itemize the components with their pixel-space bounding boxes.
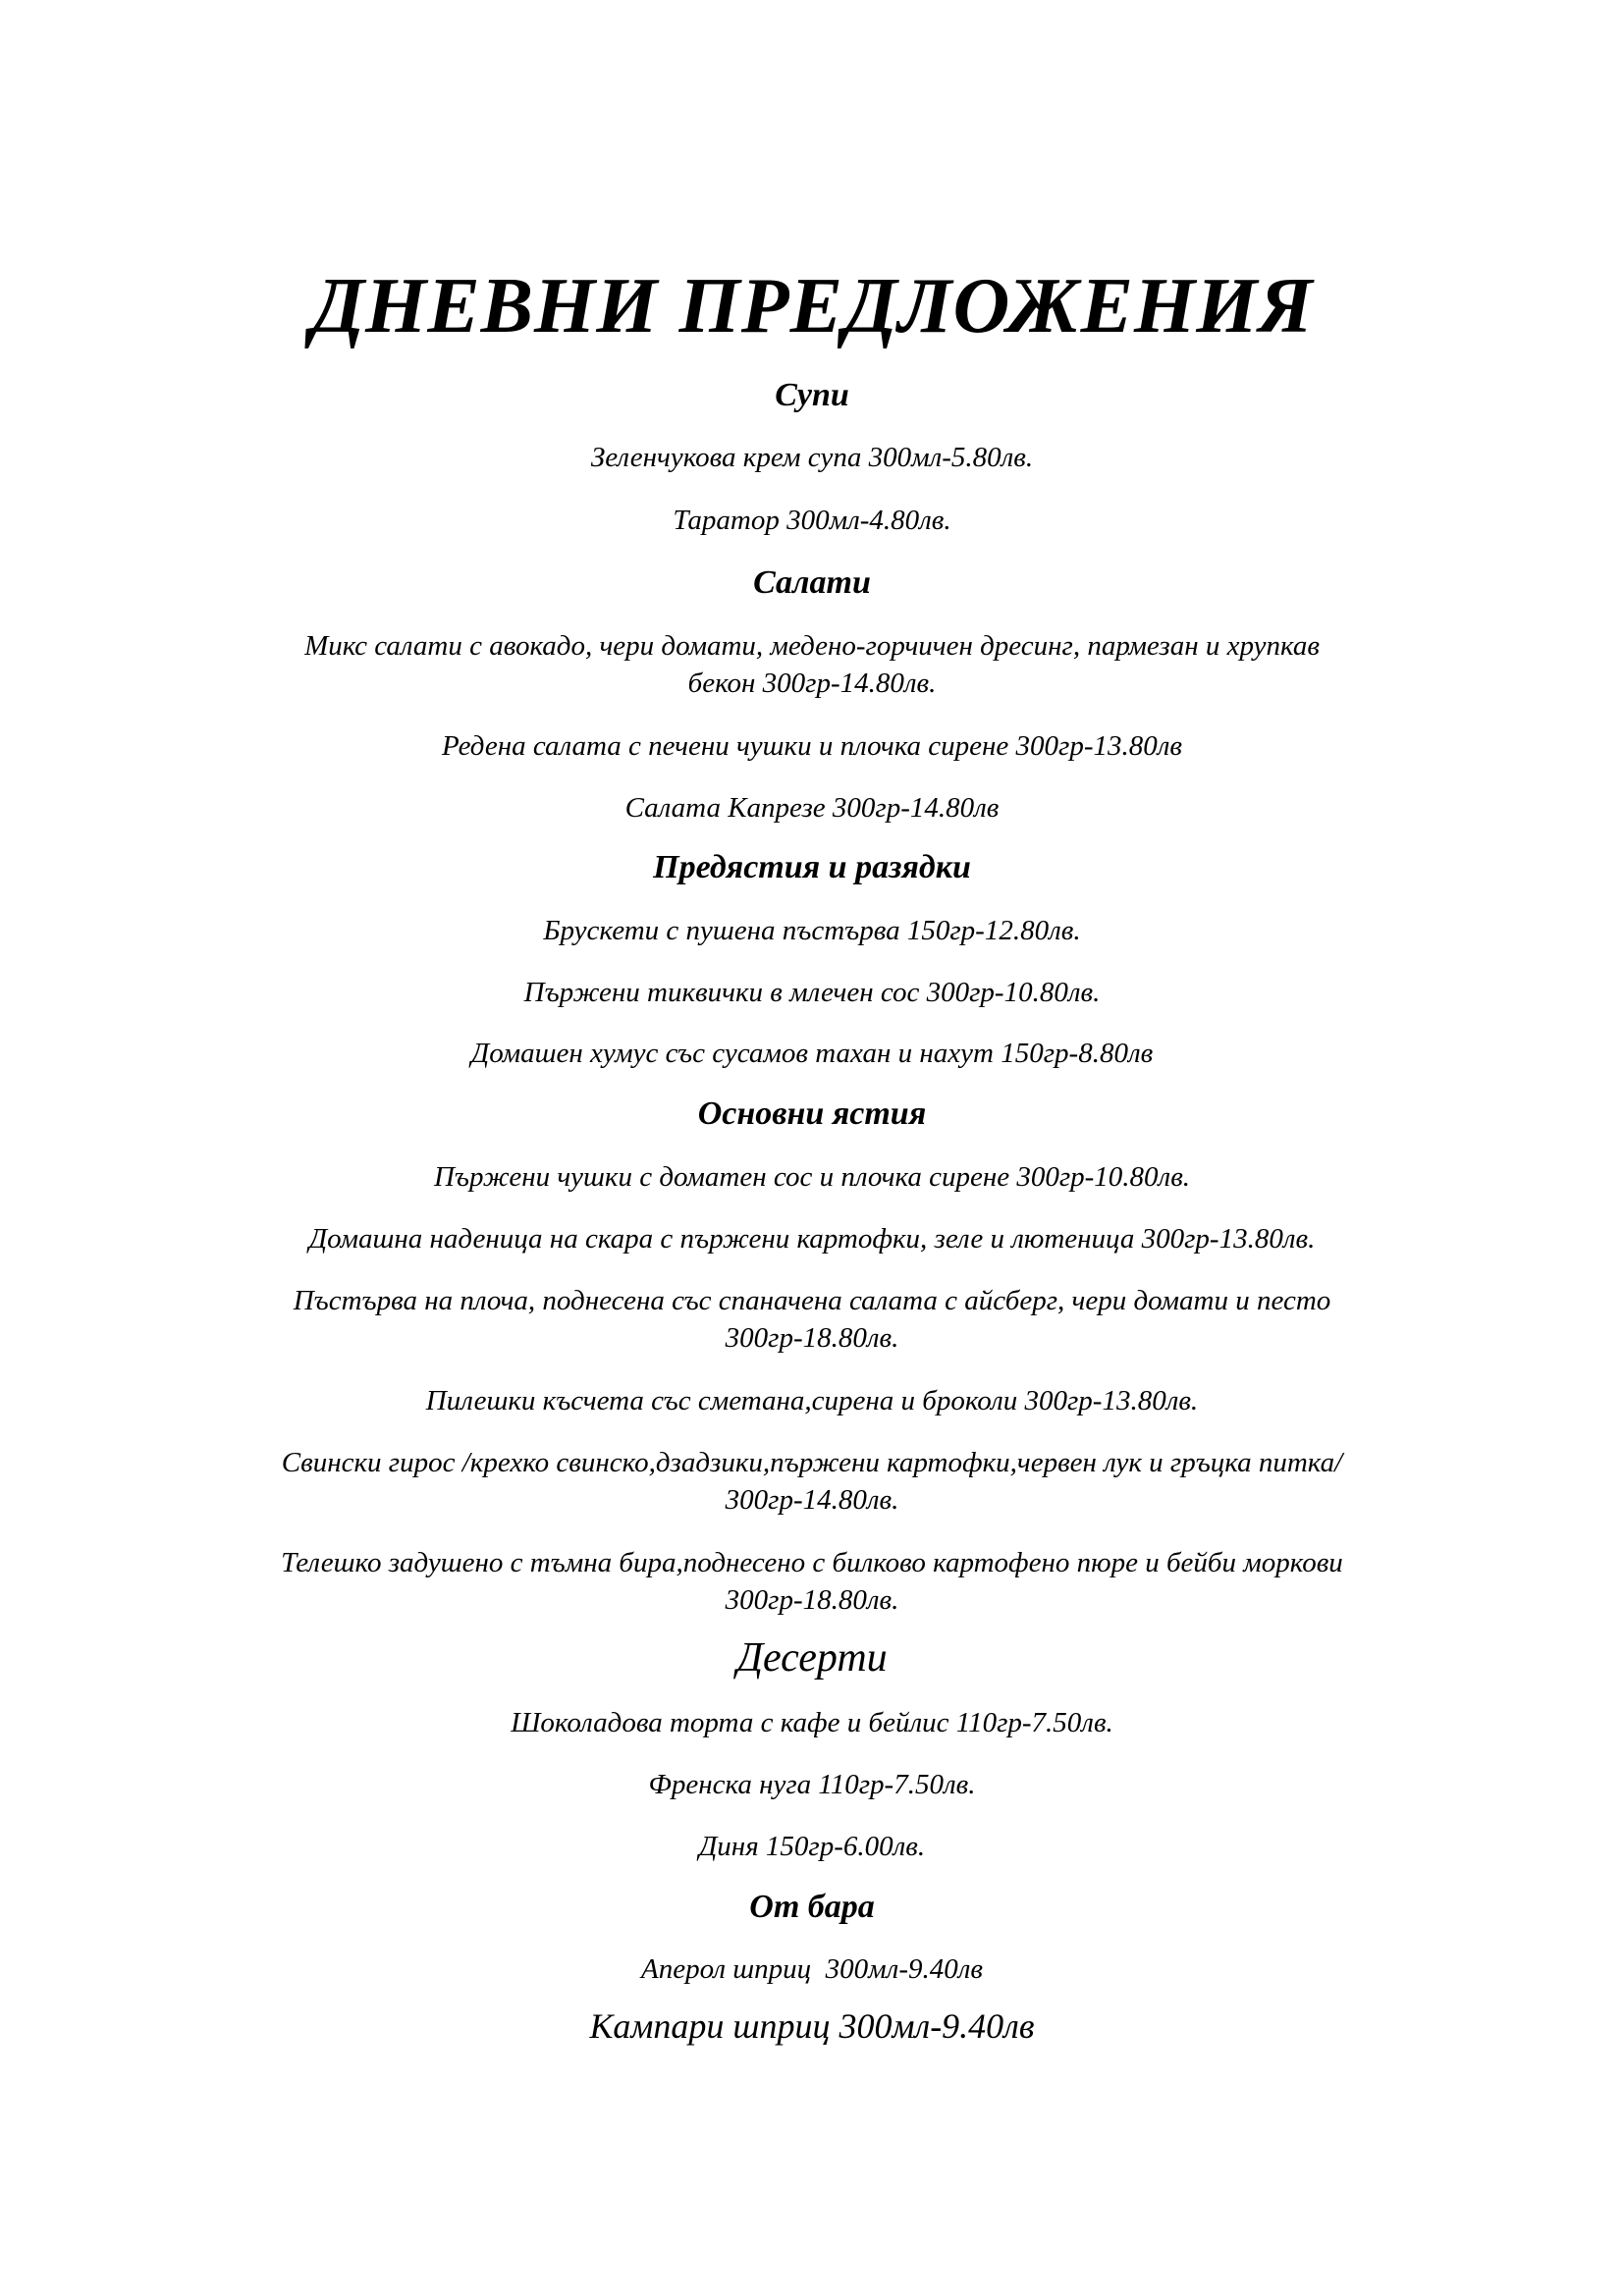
menu-item: Диня 150гр-6.00лв. — [698, 1831, 926, 1862]
section-heading-starters: Предястия и разядки — [653, 849, 971, 885]
menu-item: Брускети с пушена пъстърва 150гр-12.80лв. — [543, 915, 1081, 946]
menu-item: Пъстърва на плоча, поднесена със спаначена салата с айсберг, чери домати и песто — [293, 1285, 1331, 1316]
section-heading-salads: Салати — [753, 564, 871, 601]
menu-item-continuation: 300гр-18.80лв. — [725, 1322, 899, 1354]
menu-item-continuation: бекон 300гр-14.80лв. — [687, 667, 937, 699]
menu-item: Домашен хумус със сусамов тахан и нахут 150гр-8.80лв — [470, 1038, 1154, 1069]
menu-item-continuation: 300гр-14.80лв. — [725, 1484, 899, 1516]
menu-item: Пържени чушки с доматен сос и плочка сирене 300гр-10.80лв. — [433, 1161, 1191, 1193]
menu-item: Микс салати с авокадо, чери домати, медено-горчичен дресинг, пармезан и хрупкав — [304, 630, 1320, 662]
menu-item: Салата Капрезе 300гр-14.80лв — [624, 792, 1000, 824]
menu-item: Пържени тиквички в млечен сос 300гр-10.80лв. — [523, 977, 1101, 1008]
section-heading-mains: Основни ястия — [697, 1095, 927, 1132]
menu-item: Пилешки късчета със сметана,сирена и броколи 300гр-13.80лв. — [425, 1385, 1199, 1416]
page-title: ДНЕВНИ ПРЕДЛОЖЕНИЯ — [310, 263, 1314, 349]
menu-item: Телешко задушено с тъмна бира,поднесено с билково картофено пюре и бейби моркови — [281, 1547, 1343, 1578]
menu-item: Зеленчукова крем супа 300мл-5.80лв. — [590, 442, 1034, 473]
section-heading-desserts: Десерти — [736, 1635, 888, 1681]
menu-item: Таратор 300мл-4.80лв. — [673, 505, 951, 536]
menu-item: Редена салата с печени чушки и плочка сирене 300гр-13.80лв — [441, 730, 1182, 762]
menu-item: Френска нуга 110гр-7.50лв. — [648, 1769, 976, 1800]
section-heading-soups: Супи — [775, 377, 849, 413]
menu-item: Шоколадова торта с кафе и бейлис 110гр-7.50лв. — [511, 1707, 1113, 1738]
menu-item: Свински гирос /крехко свинско,дзадзики,пържени картофки,червен лук и гръцка питка/ — [281, 1447, 1343, 1478]
menu-item: Домашна наденица на скара с пържени картофки, зеле и лютеница 300гр-13.80лв. — [308, 1223, 1316, 1255]
menu-item-continuation: 300гр-18.80лв. — [725, 1584, 899, 1616]
menu-item: Аперол шприц 300мл-9.40лв — [641, 1953, 983, 1985]
section-heading-bar: От бара — [749, 1889, 875, 1925]
menu-item: Кампари шприц 300мл-9.40лв — [589, 2006, 1035, 2046]
